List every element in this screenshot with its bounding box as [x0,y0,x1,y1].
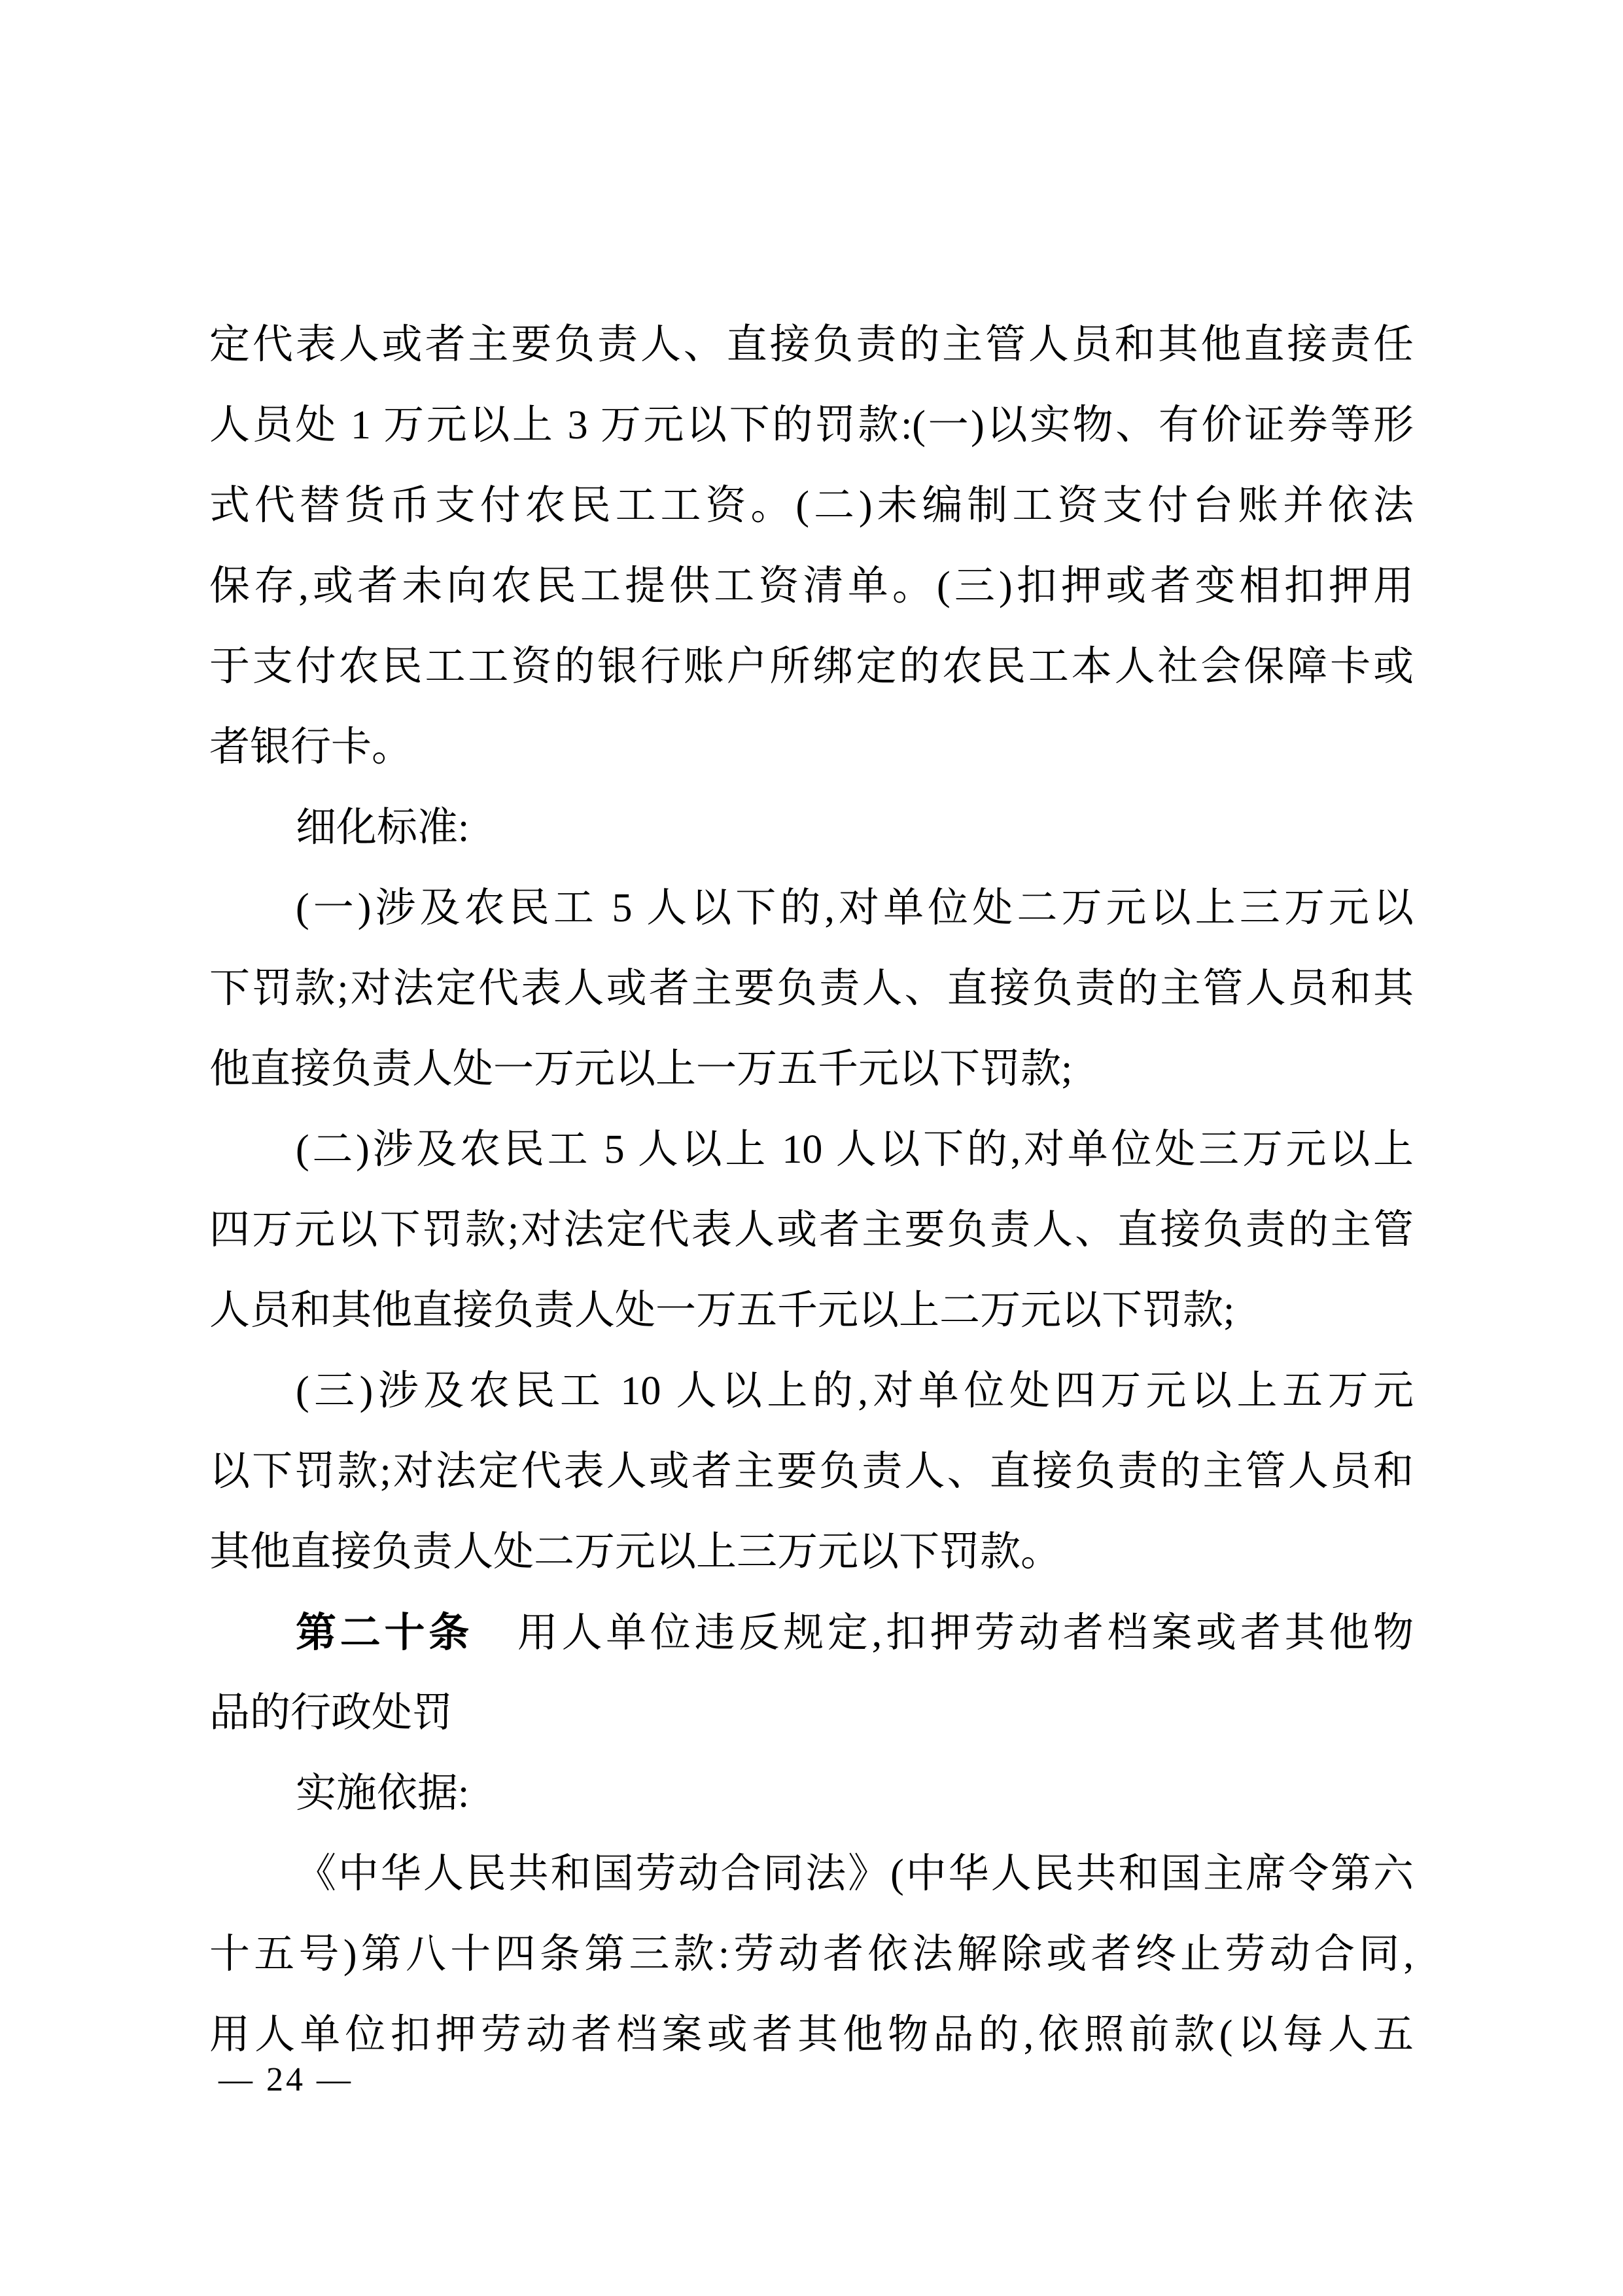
text-line [209,1110,1414,1190]
text-segment: 式代替货币支付农民工工资。(二)未编制工资支付台账并依法 [209,484,1414,528]
text-line [209,868,1414,949]
text-segment: 《中华人民共和国劳动合同法》(中华人民共和国主席令第六 [296,1852,1414,1896]
text-line [209,1351,1414,1432]
text-segment: 人员处 1 万元以上 3 万元以下的罚款:(一)以实物、有价证券等形 [209,403,1414,448]
text-line [209,1834,1414,1915]
text-segment: 他直接负责人处一万元以上一万五千元以下罚款; [209,1047,1073,1091]
text-line [209,1190,1414,1271]
text-line [209,546,1414,627]
text-line [209,949,1414,1029]
text-segment: 用人单位违反规定,扣押劳动者档案或者其他物 [472,1611,1414,1655]
text-segment: 用人单位扣押劳动者档案或者其他物品的,依照前款(以每人五 [209,2013,1414,2057]
text-segment: (三)涉及农民工 10 人以上的,对单位处四万元以上五万元 [296,1369,1414,1413]
text-line [209,305,1414,385]
text-line [209,1754,1414,1834]
text-line [209,1673,1414,1754]
text-segment: 者银行卡。 [209,725,413,769]
text-block [209,305,1414,2075]
text-line [209,1995,1414,2075]
text-line [209,1029,1414,1110]
text-line [209,1432,1414,1512]
text-line [209,627,1414,707]
text-segment: 人员和其他直接负责人处一万五千元以上二万元以下罚款; [209,1288,1235,1333]
text-line [209,466,1414,546]
text-segment: 其他直接负责人处二万元以上三万元以下罚款。 [209,1530,1062,1574]
text-segment: 实施依据: [296,1771,470,1816]
text-segment: 以下罚款;对法定代表人或者主要负责人、直接负责的主管人员和 [209,1449,1414,1494]
text-segment: 定代表人或者主要负责人、直接负责的主管人员和其他直接责任 [209,323,1414,367]
text-segment: 下罚款;对法定代表人或者主要负责人、直接负责的主管人员和其 [209,966,1414,1011]
text-line [209,707,1414,788]
text-line [209,1512,1414,1593]
text-line [209,1271,1414,1351]
text-line [209,385,1414,466]
article-number-label: 第二十条 [296,1610,473,1655]
text-line [209,788,1414,868]
text-segment: 细化标准: [296,805,470,850]
text-segment: 保存,或者未向农民工提供工资清单。(三)扣押或者变相扣押用 [209,564,1414,609]
text-segment: (一)涉及农民工 5 人以下的,对单位处二万元以上三万元以 [296,886,1414,930]
text-segment: 四万元以下罚款;对法定代表人或者主要负责人、直接负责的主管 [209,1208,1414,1252]
text-segment: 十五号)第八十四条第三款:劳动者依法解除或者终止劳动合同, [209,1932,1414,1977]
text-segment: 品的行政处罚 [209,1691,453,1735]
text-segment: 于支付农民工工资的银行账户所绑定的农民工本人社会保障卡或 [209,645,1414,689]
text-line [209,1915,1414,1995]
page-number: — 24 — [218,2061,353,2098]
text-segment: (二)涉及农民工 5 人以上 10 人以下的,对单位处三万元以上 [296,1127,1414,1172]
text-line [209,1593,1414,1673]
